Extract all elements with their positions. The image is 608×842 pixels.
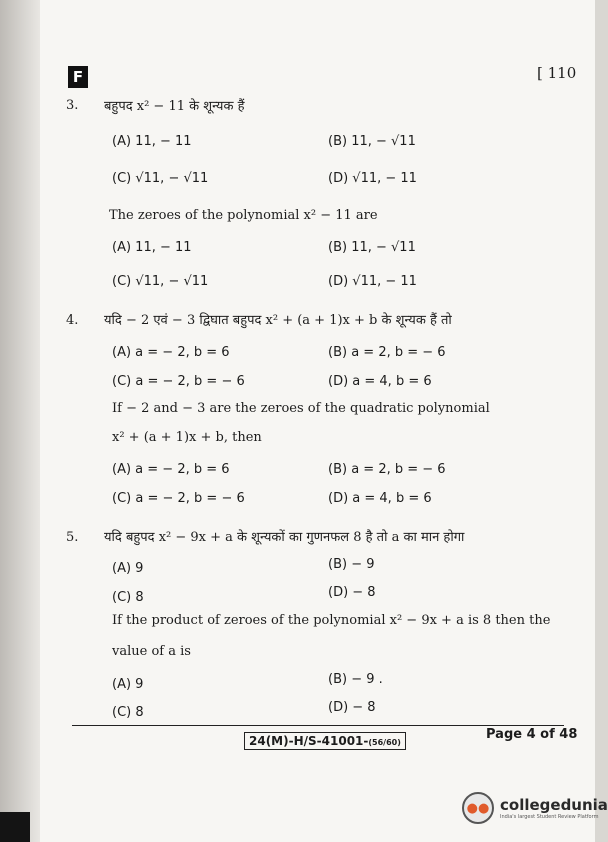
question-5-hindi: यदि बहुपद x² − 9x + a के शून्यकों का गुणनफल 8 है तो a का मान होगा (104, 530, 465, 545)
paper-code (244, 732, 406, 750)
q3-hi-option-b: (B) 11, − √11 (328, 134, 416, 149)
question-4-number: 4. (66, 313, 79, 328)
question-3-english: The zeroes of the polynomial x² − 11 are (109, 208, 378, 223)
brand-tagline: India's largest Student Review Platform (500, 814, 599, 820)
q5-en-option-c: (C) 8 (112, 705, 144, 720)
q5-en-option-a: (A) 9 (112, 677, 144, 692)
brand-name: collegedunia (500, 796, 608, 814)
q5-hi-option-d: (D) − 8 (328, 585, 376, 600)
q5-en-option-d: (D) − 8 (328, 700, 376, 715)
question-4-english-line1: If − 2 and − 3 are the zeroes of the quadratic polynomial (112, 401, 490, 416)
q4-hi-option-d: (D) a = 4, b = 6 (328, 374, 432, 389)
q4-en-option-a: (A) a = − 2, b = 6 (112, 462, 230, 477)
section-badge: F (68, 66, 88, 88)
question-3-hindi: बहुपद x² − 11 के शून्यक हैं (104, 99, 245, 114)
q3-hi-option-d: (D) √11, − 11 (328, 171, 417, 186)
q4-hi-option-c: (C) a = − 2, b = − 6 (112, 374, 245, 389)
brand-text (500, 796, 608, 820)
q3-en-option-d: (D) √11, − 11 (328, 274, 417, 289)
q4-en-option-b: (B) a = 2, b = − 6 (328, 462, 446, 477)
question-4-english-line2: x² + (a + 1)x + b, then (112, 430, 262, 445)
q3-hi-option-a: (A) 11, − 11 (112, 134, 192, 149)
q4-en-option-c: (C) a = − 2, b = − 6 (112, 491, 245, 506)
q3-en-option-b: (B) 11, − √11 (328, 240, 416, 255)
mascot-icon: ●● (462, 792, 494, 824)
page-number: Page 4 of 48 (486, 727, 578, 742)
question-5-number: 5. (66, 530, 79, 545)
q3-en-option-a: (A) 11, − 11 (112, 240, 192, 255)
q5-hi-option-b: (B) − 9 (328, 557, 375, 572)
q5-hi-option-a: (A) 9 (112, 561, 144, 576)
q4-en-option-d: (D) a = 4, b = 6 (328, 491, 432, 506)
q4-hi-option-b: (B) a = 2, b = − 6 (328, 345, 446, 360)
question-4-hindi: यदि − 2 एवं − 3 द्विघात बहुपद x² + (a + 1)x + b के शून्यक हैं तो (104, 313, 452, 328)
question-3-number: 3. (66, 98, 79, 113)
page-corner (0, 812, 30, 842)
q4-hi-option-a: (A) a = − 2, b = 6 (112, 345, 230, 360)
paper-code-main: 24(M)-H/S-41001- (249, 734, 369, 748)
paper-code-suffix: (56/60) (368, 738, 401, 747)
q3-en-option-c: (C) √11, − √11 (112, 274, 209, 289)
page-edge-shadow (0, 0, 40, 842)
page-code: [ 110 (537, 64, 577, 82)
footer-rule (72, 725, 564, 726)
question-5-english-line1: If the product of zeroes of the polynomial x² − 9x + a is 8 then the (112, 613, 551, 628)
q5-en-option-b: (B) − 9 . (328, 672, 383, 687)
q5-hi-option-c: (C) 8 (112, 590, 144, 605)
q3-hi-option-c: (C) √11, − √11 (112, 171, 209, 186)
question-5-english-line2: value of a is (112, 644, 191, 659)
watermark-logo (462, 792, 608, 824)
